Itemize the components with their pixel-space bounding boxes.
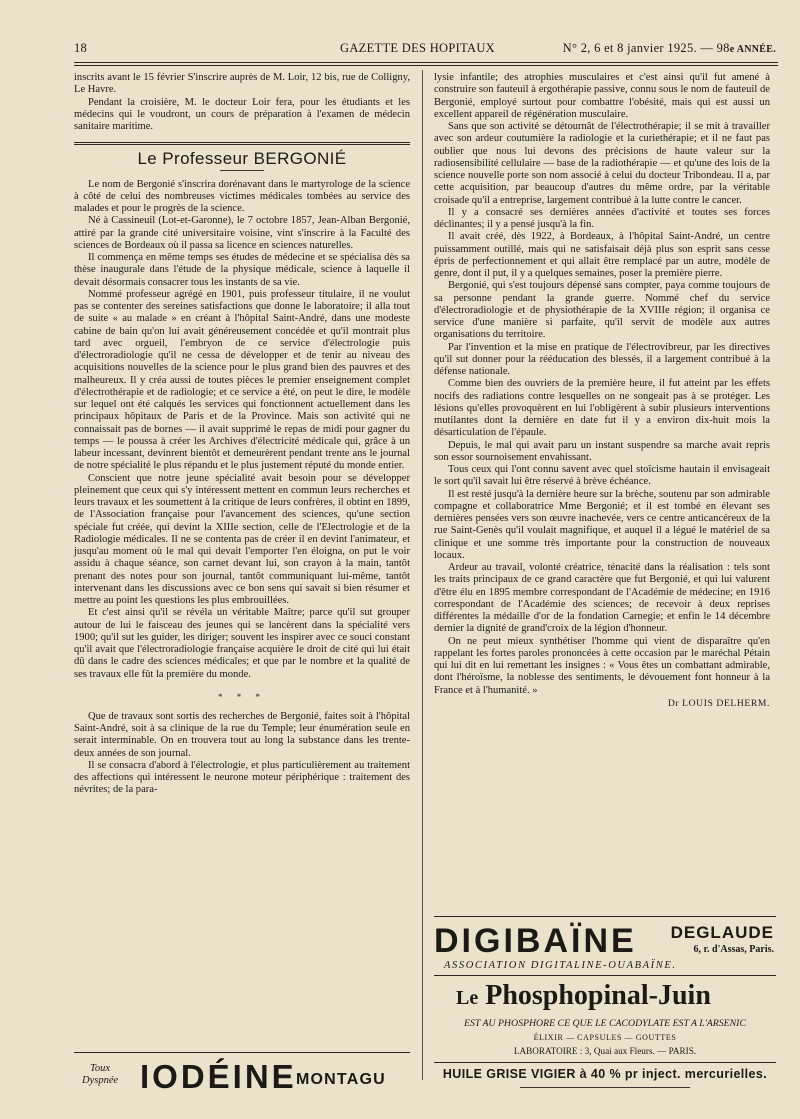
advert-huile-grise (434, 1062, 776, 1099)
phosphopinal-tagline: EST AU PHOSPHORE CE QUE LE CACODYLATE EST A L'ARSENIC (464, 1018, 746, 1029)
section-stars: * * * (218, 691, 266, 702)
header-rule-top (74, 62, 778, 63)
article-paragraph: Nommé professeur agrégé en 1901, puis professeur titulaire, il ne voulut pas se contenter des sereines satisfactions que donne le laboratoire; il alla tout de suite « au malade » en créant à l'hôpital Saint-André, dans une modeste cabine de bain qu'on lui avait généreusement concédée et qu'il montrait plus tard avec orgueil, l'embryon de ce service d'électrologie puis d'électroradiologie qu'il ne cessa de développer et de tenir au niveau des acquisitions nouvelles de la science pour le plus grand bien des pauvres et des malheureux. Il y créa aussi de toutes pièces le premier enseignement complet d'électrothérapie et de radiologie; et ce service a été, on peut le dire, le modèle sur lequel ont été calqués les services qui fonctionnent actuellement dans les principaux hôpitaux de Paris et de la Province. Mais son activité qui ne connaissait pas de bornes — il avait supprimé le repas de midi pour gagner du temps — le poussa à créer les Archives d'électricité médicale qui, grâce à un labeur incessant, devinrent bientôt et demeurèrent pendant trente ans le journal de notre spécialité le plus répandu et le plus justement réputé du monde entier. (74, 288, 410, 472)
right-adverts (434, 916, 776, 1099)
article-title: Le Professeur BERGONIÉ (137, 149, 347, 169)
page-number: 18 (74, 41, 88, 55)
phosphopinal-name: Phosphopinal-Juin (485, 980, 711, 1011)
article-paragraph: Sans que son activité se détournât de l'électrothérapie; il se mit à travailler avec son ardeur coutumière la radiologie et la curiethérapie; et il ne faut pas oublier que nous lui devons des précisions de haute valeur sur la radiosensibilité cellulaire — base de la radiothérapie — et qu'une des lois de la science nouvelle porte son nom associé à celui du docteur Tribondeau. Il a, par cette acquisition, par beaucoup d'autres du même ordre, par la véritable croisade qu'il a entreprise, largement contribué à la lutte contre le cancer. (434, 121, 770, 206)
article-paragraph: Comme bien des ouvriers de la première heure, il fut atteint par les effets nocifs des radiations contre lesquelles on ne songeait pas à se protéger. Les lésions qu'elles provoquèrent en lui l'obligèrent à subir plusieurs interventions mutilantes dont la dernière en date fut il y a environ dix-huit mois la désarticulation de l'épaule. (434, 378, 770, 439)
article-paragraph: lysie infantile; des atrophies musculaires et c'est ainsi qu'il fut amené à construire son fauteuil à ergothérapie passive, connu sous le nom de fauteuil de Bergonié, employé surtout pour combattre l'obésité, mais qui est aussi un excellent appareil de régénération musculaire. (434, 72, 770, 120)
issue-date (563, 41, 776, 56)
article-paragraph: Que de travaux sont sortis des recherches de Bergonié, faites soit à l'hôpital Saint-André, soit à sa clinique de la rue du Temple; leur énumération seule en serait interminable. On en trouvera tout au long la substance dans les trente-deux années de son journal. (74, 710, 410, 759)
advert-phosphopinal (434, 975, 776, 1062)
right-column (434, 72, 770, 710)
article-paragraph: Il avait créé, dès 1922, à Bordeaux, à l'hôpital Saint-André, un centre puissamment outillé, mais qui ne satisfaisait déjà plus son esprit sans cesse épris de perfectionnement et qui allait être remplacé par un autre, modèle de genre, dont il put, il y a quelques semaines, poser la première pierre. (434, 231, 770, 279)
huile-grise-text: HUILE GRISE VIGIER à 40 % pr inject. mercurielles. (442, 1067, 768, 1081)
digibaine-tagline: ASSOCIATION DIGITALINE-OUABAÏNE. (444, 960, 677, 971)
article-paragraph: Par l'invention et la mise en pratique de l'électrovibreur, par les directives qu'il sut donner pour la rééducation des blessés, il a largement contribué à la défense nationale. (434, 341, 770, 377)
article-paragraph: Depuis, le mal qui avait paru un instant suspendre sa marche avait repris son essor sournoisement envahissant. (434, 439, 770, 463)
advert-digibaine (434, 916, 776, 975)
section-divider (74, 142, 410, 145)
year-suffix: e ANNÉE. (729, 44, 776, 55)
article-paragraph: Il est resté jusqu'à la dernière heure sur la brèche, soutenu par son admirable compagne et collaboratrice Mme Bergonié; et il est tombé en élevant ses dernières pensées vers son œuvre inachevée, vers ce centre anticancéreux de la rue Saint-Genès qu'il voulait magnifique, et auquel il a légué le matériel de sa clinique et une somme très importante pour la construction de nouveaux locaux. (434, 488, 770, 561)
phosphopinal-laboratory: LABORATOIRE : 3, Quai aux Fleurs. — PARIS. (513, 1046, 697, 1056)
iodeine-brand: MONTAGU (296, 1071, 386, 1088)
ornament-rule (520, 1087, 690, 1088)
article-paragraph: On ne peut mieux synthétiser l'homme qui vient de disparaître qu'en rappelant les fortes paroles prononcées à cette occasion par le maréchal Pétain qui lui dit en lui remettant les insignes : « Vous êtes un combattant admirable, dont l'héroïsme, la noblesse des sentiments, le dévouement font honneur à la France et à l'humanité. » (434, 635, 770, 696)
dyspnee-label: Dyspnée (82, 1075, 119, 1086)
article-paragraph: Conscient que notre jeune spécialité avait besoin pour se développer pleinement que ceux qui s'y intéressent mettent en commun leurs recherches et leurs travaux et les soumettent à la critique de leurs confrères, il obtint en 1899, de l'Association française pour l'avancement des sciences, qu'une section spéciale fut créée, qui devint la XIIIe section, celle de l'Electrologie et de la Radiologie médicales. Il ne se contenta pas de créer il en devint l'animateur, et jusqu'au moment où le mal qui devait l'emporter l'en éloigna, on put le voir assidu à chaque séance, son carnet devant lui, son crayon à la main, tantôt prenant des notes pour son journal, tantôt communiquant lui-même, tantôt intervenant dans les discussions avec ce bon sens qui savait si bien résumer et mettre au point les questions les plus embrouillées. (74, 472, 410, 606)
intro-paragraph: Pendant la croisière, M. le docteur Loir fera, pour les étudiants et les médecins qui le voudront, un cours de préparation à l'examen de médecin sanitaire maritime. (74, 96, 410, 132)
article-paragraph: Ardeur au travail, volonté créatrice, ténacité dans la réalisation : tels sont les traits principaux de ce grand caractère que fut Bergonié, et qui lui valurent d'être élu en 1895 membre correspondant de l'Académie de médecine; en 1916 correspondant de l'Académie des sciences; de recevoir à deux reprises différentes la médaille d'or de la fondation Carnegie; et enfin le 14 décembre dernier la dignité de grand'croix de la légion d'honneur. (434, 562, 770, 635)
title-rule (220, 170, 264, 171)
article-paragraph: Né à Cassineuil (Lot-et-Garonne), le 7 octobre 1857, Jean-Alban Bergonié, attiré par la grande cité universitaire voisine, vint s'inscrire à la Faculté des sciences de Bordeaux où il passa sa licence en sciences naturelles. (74, 215, 410, 251)
advert-iodeine (74, 1052, 410, 1101)
article-paragraph: Il commença en même temps ses études de médecine et se spécialisa dès sa thèse inaugurale dans l'étude de la physique médicale, science à laquelle il devait désormais consacrer tous les instants de sa vie. (74, 252, 410, 288)
phosphopinal-forms: ÉLIXIR — CAPSULES — GOUTTES (533, 1033, 677, 1042)
digibaine-name: DIGIBAÏNE (434, 922, 637, 960)
header-rule-bottom (74, 65, 778, 66)
article-paragraph: Il y a consacré ses dernières années d'activité et toutes ses forces déclinantes; il y a pensé jusqu'à la fin. (434, 206, 770, 230)
column-separator (422, 70, 423, 1080)
intro-paragraph: inscrits avant le 15 février S'inscrire auprès de M. Loir, 12 bis, rue de Colligny, Le Havre. (74, 72, 410, 96)
article-paragraph: Et c'est ainsi qu'il se révéla un véritable Maître; parce qu'il sut grouper autour de lui le faisceau des jeunes qui se lancèrent dans la spécialité vers 1900; qu'il sut les guider, les diriger; souvent les inspirer avec ce souci constant qu'il avait que l'électroradiologie française acquière le droit de cité qui lui était dû dans le cadre des sciences médicales; et que par le nombre et la qualité de ses travaux elle fût la première du monde. (74, 607, 410, 680)
article-paragraph: Il se consacra d'abord à l'électrologie, et plus particulièrement au traitement des affections qui intéressent le neurone moteur périphérique : traitement des névrites; de la para- (74, 759, 410, 796)
left-column (74, 72, 410, 797)
toux-label: Toux (90, 1063, 111, 1074)
phosphopinal-title (456, 980, 711, 1014)
digibaine-maker: DEGLAUDE (670, 923, 774, 942)
iodeine-name: IODÉINE (140, 1058, 297, 1095)
article-paragraph: Bergonié, qui s'est toujours dépensé sans compter, paya comme toujours de sa personne pendant la grande guerre. Nommé chef du service d'électroradiologie et de physiothérapie de la XVIIIe région; il organisa ce service d'une manière si parfaite, qu'il servit de modèle aux autres organisations du territoire. (434, 280, 770, 341)
advert-iodeine-indications (82, 1063, 118, 1087)
author-signature: Dr LOUIS DELHERM. (667, 697, 770, 709)
journal-title: GAZETTE DES HOPITAUX (340, 41, 495, 55)
issue-text: N° 2, 6 et 8 janvier 1925. — 98 (562, 41, 730, 55)
article-paragraph: Tous ceux qui l'ont connu savent avec quel stoïcisme hautain il envisageait le sort qu'il savait lui être réservé à brève échéance. (434, 464, 770, 488)
article-paragraph: Le nom de Bergonié s'inscrira dorénavant dans le martyrologe de la science à côté de celui des nombreuses victimes médicales tombées au service des malades et pour le progrès de la science. (74, 178, 410, 214)
digibaine-address: 6, r. d'Assas, Paris. (693, 944, 774, 955)
phosphopinal-le: Le (456, 987, 479, 1009)
page-header (74, 38, 776, 60)
